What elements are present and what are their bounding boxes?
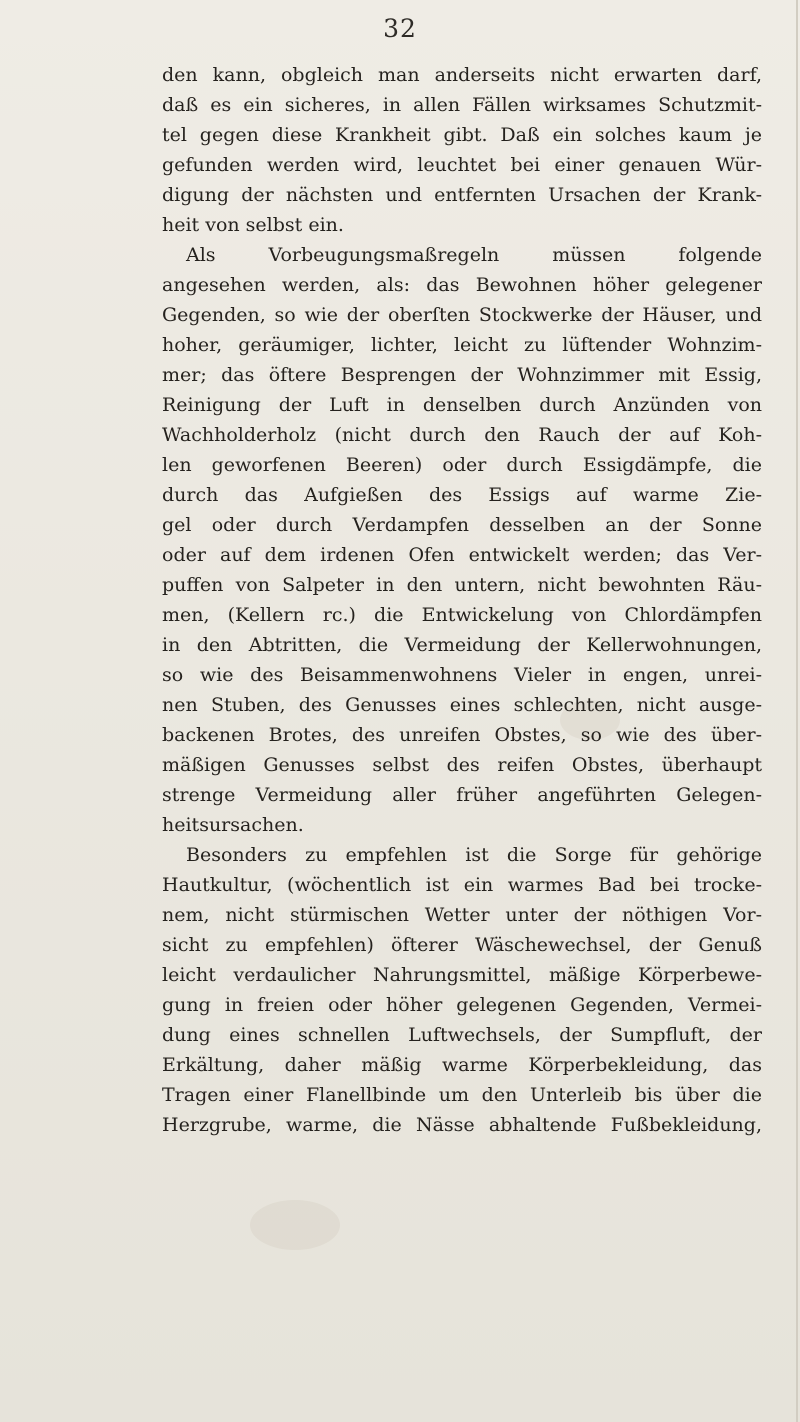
- text-line: Erkältung, daher mäßig warme Körperbekleidung, das: [162, 1054, 762, 1076]
- text-line: hoher, geräumiger, lichter, leicht zu lüftender Wohnzim-: [162, 334, 762, 356]
- text-line: Gegenden, so wie der oberſten Stockwerke der Häuser, und: [162, 304, 762, 326]
- text-line: Als Vorbeugungsmaßregeln müssen folgende: [186, 244, 762, 266]
- text-line: nen Stuben, des Genusses eines schlechten, nicht ausge-: [162, 694, 762, 716]
- text-line: Reinigung der Luft in denselben durch Anzünden von: [162, 394, 762, 416]
- text-line: tel gegen diese Krankheit gibt. Daß ein solches kaum je: [162, 124, 762, 146]
- text-line: mäßigen Genusses selbst des reifen Obstes, überhaupt: [162, 754, 762, 776]
- text-line: angesehen werden, als: das Bewohnen höher gelegener: [162, 274, 762, 296]
- paper-stain: [250, 1200, 340, 1250]
- page-number: 32: [383, 14, 417, 43]
- text-line: gel oder durch Verdampfen desselben an der Sonne: [162, 514, 762, 536]
- text-line: gung in freien oder höher gelegenen Gegenden, Vermei-: [162, 994, 762, 1016]
- text-line: men, (Kellern rc.) die Entwickelung von Chlordämpfen: [162, 604, 762, 626]
- page-edge-shadow: [796, 0, 798, 1422]
- text-line: so wie des Beisammenwohnens Vieler in engen, unrei-: [162, 664, 762, 686]
- text-line: Wachholderholz (nicht durch den Rauch der auf Koh-: [162, 424, 762, 446]
- text-line: backenen Brotes, des unreifen Obstes, so wie des über-: [162, 724, 762, 746]
- text-line: len geworfenen Beeren) oder durch Essigdämpfe, die: [162, 454, 762, 476]
- text-line: Herzgrube, warme, die Nässe abhaltende Fußbekleidung,: [162, 1114, 762, 1136]
- text-line: Tragen einer Flanellbinde um den Unterleib bis über die: [162, 1084, 762, 1106]
- text-line: heitsursachen.: [162, 814, 304, 836]
- text-line: Besonders zu empfehlen ist die Sorge für gehörige: [186, 844, 762, 866]
- text-line: puffen von Salpeter in den untern, nicht bewohnten Räu-: [162, 574, 762, 596]
- text-line: daß es ein sicheres, in allen Fällen wirksames Schutzmit-: [162, 94, 762, 116]
- text-line: digung der nächsten und entfernten Ursachen der Krank-: [162, 184, 762, 206]
- text-line: Hautkultur, (wöchentlich ist ein warmes Bad bei trocke-: [162, 874, 762, 896]
- text-line: heit von selbst ein.: [162, 214, 344, 236]
- text-line: durch das Aufgießen des Essigs auf warme Zie-: [162, 484, 762, 506]
- text-line: oder auf dem irdenen Ofen entwickelt werden; das Ver-: [162, 544, 762, 566]
- body-text: [162, 60, 762, 1140]
- text-line: dung eines schnellen Luftwechsels, der Sumpfluft, der: [162, 1024, 762, 1046]
- text-line: leicht verdaulicher Nahrungsmittel, mäßige Körperbewe-: [162, 964, 762, 986]
- text-line: in den Abtritten, die Vermeidung der Kellerwohnungen,: [162, 634, 762, 656]
- text-line: mer; das öftere Besprengen der Wohnzimmer mit Essig,: [162, 364, 762, 386]
- text-line: strenge Vermeidung aller früher angeführten Gelegen-: [162, 784, 762, 806]
- text-line: den kann, obgleich man anderseits nicht erwarten darf,: [162, 64, 762, 86]
- text-line: nem, nicht stürmischen Wetter unter der nöthigen Vor-: [162, 904, 762, 926]
- text-line: gefunden werden wird, leuchtet bei einer genauen Wür-: [162, 154, 762, 176]
- text-line: sicht zu empfehlen) öfterer Wäschewechsel, der Genuß: [162, 934, 762, 956]
